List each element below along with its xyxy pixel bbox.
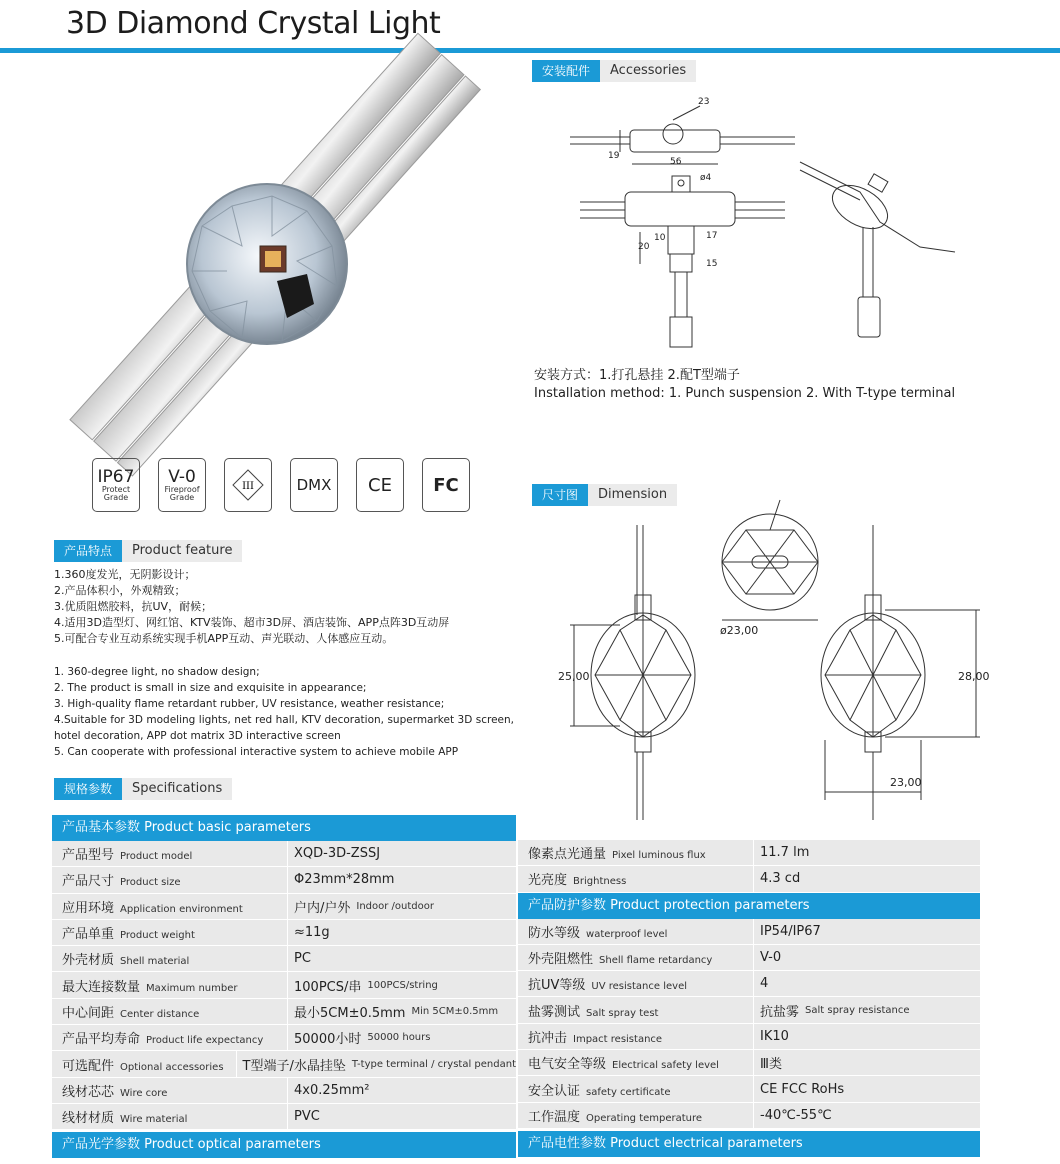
feature-cn-item: 5.可配合专业互动系统实现手机APP互动、声光联动、人体感应互动。: [54, 632, 394, 645]
param-value: [287, 1078, 516, 1103]
param-label: [518, 1001, 753, 1020]
feature-en-item: 1. 360-degree light, no shadow design;: [54, 666, 260, 678]
basic-param-row: [52, 841, 516, 867]
param-value: [287, 841, 516, 866]
dimension-section-header: 尺寸图 Dimension: [532, 484, 677, 506]
optical-param-row: [518, 840, 980, 866]
feature-en-item: 2. The product is small in size and exquisite in appearance;: [54, 682, 367, 694]
param-label: [52, 1028, 287, 1047]
features-en-list: [54, 664, 514, 760]
param-label-en: safety certificate: [586, 1086, 671, 1098]
param-label-en: Wire core: [120, 1087, 168, 1099]
param-value: [753, 866, 980, 891]
svg-text:25,00: 25,00: [558, 670, 590, 683]
param-label-cn: 防水等级: [528, 925, 581, 941]
features-cn-list: [54, 567, 514, 647]
param-label-en: Impact resistance: [573, 1033, 663, 1045]
v0-badge: V-0 Fireproof Grade: [158, 458, 206, 512]
svg-text:56: 56: [670, 157, 682, 167]
param-label-en: Product life expectancy: [146, 1035, 264, 1047]
param-label-cn: 外壳阻燃性: [528, 952, 594, 968]
param-label: [518, 1080, 753, 1099]
svg-text:23,00: 23,00: [890, 776, 922, 789]
protection-param-row: [518, 1103, 980, 1129]
param-value-main: 4: [760, 976, 769, 992]
param-value: [753, 1103, 980, 1128]
param-value-main: PVC: [294, 1109, 320, 1125]
param-label-en: Product weight: [120, 930, 195, 942]
param-label: [52, 844, 287, 863]
basic-param-row: [52, 1051, 516, 1077]
param-value: [287, 894, 516, 919]
basic-parameters-header: 产品基本参数 Product basic parameters: [52, 815, 516, 841]
param-label-en: Operating temperature: [586, 1112, 703, 1124]
param-value-main: V-0: [760, 950, 782, 966]
param-label-cn: 像素点光通量: [528, 847, 607, 863]
param-label: [52, 897, 287, 916]
ce-icon: CE: [356, 458, 404, 512]
param-value: [287, 1025, 516, 1050]
param-label-cn: 产品型号: [62, 848, 115, 864]
param-value-en: T-type terminal / crystal pendant: [351, 1058, 516, 1070]
basic-parameters-table: [52, 815, 516, 1158]
param-label: [52, 923, 287, 942]
param-label-cn: 工作温度: [528, 1109, 581, 1125]
protection-param-row: [518, 1076, 980, 1102]
param-label-cn: 应用环境: [62, 900, 115, 916]
param-label-cn: 线材材质: [62, 1111, 115, 1127]
param-label-en: Shell flame retardancy: [599, 955, 713, 967]
param-value-main: 抗盐雾: [760, 1004, 800, 1020]
param-label-en: Product model: [120, 851, 193, 863]
basic-param-row: [52, 894, 516, 920]
param-label-cn: 产品单重: [62, 927, 115, 943]
param-label: [518, 922, 753, 941]
title-rule: [0, 48, 1060, 53]
dimension-drawing: [540, 500, 1000, 832]
protection-param-row: [518, 1024, 980, 1050]
param-value-main: CE FCC RoHs: [760, 1081, 845, 1097]
param-label: [52, 1107, 287, 1126]
param-value-main: 户内/户外: [294, 900, 351, 916]
param-label: [52, 870, 287, 889]
param-label: [52, 1081, 287, 1100]
protection-parameters-header: 产品防护参数 Product protection parameters: [518, 893, 980, 919]
param-value-en: 50000 hours: [367, 1032, 431, 1044]
feature-section-header: 产品特点 Product feature: [54, 540, 242, 562]
protection-parameters-table: [518, 840, 980, 1157]
param-label-en: Brightness: [573, 876, 627, 888]
basic-param-row: [52, 972, 516, 998]
svg-text:23: 23: [698, 97, 710, 107]
basic-param-row: [52, 920, 516, 946]
basic-param-row: [52, 867, 516, 893]
param-label-cn: 安全认证: [528, 1083, 581, 1099]
param-label-cn: 电气安全等级: [528, 1057, 607, 1073]
param-label-en: UV resistance level: [591, 981, 687, 993]
optical-parameters-header: 产品光学参数 Product optical parameters: [52, 1132, 516, 1158]
param-value-main: T型端子/水晶挂坠: [242, 1058, 346, 1074]
param-value-main: 50000小时: [294, 1032, 362, 1048]
svg-text:15: 15: [706, 259, 718, 269]
svg-text:19: 19: [608, 151, 620, 161]
svg-text:ø4: ø4: [700, 173, 712, 183]
param-value-main: IP54/IP67: [760, 923, 821, 939]
feature-cn-item: 1.360度发光，无阴影设计；: [54, 568, 196, 581]
param-value: [287, 946, 516, 971]
param-label: [518, 843, 753, 862]
param-value-en: Min 5CM±0.5mm: [411, 1005, 499, 1017]
param-value: [753, 1024, 980, 1049]
param-value: [753, 919, 980, 944]
installation-note: [534, 367, 955, 403]
param-value-main: 最小5CM±0.5mm: [294, 1005, 406, 1021]
protection-param-row: [518, 997, 980, 1023]
param-value: [287, 1104, 516, 1129]
param-label-cn: 外壳材质: [62, 953, 115, 969]
param-label-en: Optional accessories: [120, 1061, 224, 1073]
param-label-cn: 抗UV等级: [528, 978, 586, 994]
accessories-diagram: [560, 92, 960, 357]
param-label: [518, 974, 753, 993]
protection-param-row: [518, 971, 980, 997]
param-value-main: 100PCS/串: [294, 979, 362, 995]
param-value: [287, 972, 516, 997]
svg-text:20: 20: [638, 242, 650, 252]
param-label: [52, 976, 287, 995]
svg-text:17: 17: [706, 231, 718, 241]
param-value: [287, 999, 516, 1024]
param-label-en: waterproof level: [586, 928, 668, 940]
param-label: [518, 1106, 753, 1125]
param-value-main: XQD-3D-ZSSJ: [294, 846, 381, 862]
param-value-main: -40℃-55℃: [760, 1107, 832, 1123]
installation-note-en: Installation method: 1. Punch suspension 2. With T-type terminal: [534, 386, 956, 401]
param-label: [52, 1002, 287, 1021]
param-value-main: Φ23mm*28mm: [294, 872, 395, 888]
feature-cn-item: 2.产品体积小，外观精致；: [54, 584, 186, 597]
feature-en-item: 5. Can cooperate with professional interactive system to achieve mobile APP: [54, 746, 459, 758]
param-label-cn: 中心间距: [62, 1005, 115, 1021]
fc-icon: FC: [422, 458, 470, 512]
param-label-en: Application environment: [120, 903, 243, 915]
param-label-cn: 可选配件: [62, 1058, 115, 1074]
electrical-parameters-header: 产品电性参数 Product electrical parameters: [518, 1131, 980, 1157]
param-value: [753, 971, 980, 996]
param-value-main: ≈11g: [294, 925, 330, 941]
svg-text:III: III: [242, 481, 254, 492]
param-value: [753, 997, 980, 1022]
param-label-cn: 产品平均寿命: [62, 1032, 141, 1048]
param-label-cn: 盐雾测试: [528, 1004, 581, 1020]
dmx-badge: DMX: [290, 458, 338, 512]
page-title: 3D Diamond Crystal Light: [66, 6, 441, 41]
param-label-cn: 线材芯芯: [62, 1084, 115, 1100]
basic-param-row: [52, 1078, 516, 1104]
param-label: [518, 948, 753, 967]
protection-param-row: [518, 1050, 980, 1076]
param-label-en: Salt spray test: [586, 1007, 659, 1019]
param-value-main: Ⅲ类: [760, 1057, 782, 1073]
feature-cn-item: 3.优质阻燃胶料，抗UV，耐候；: [54, 600, 213, 613]
protection-param-row: [518, 945, 980, 971]
param-value-main: IK10: [760, 1028, 789, 1044]
class-iii-icon: [224, 458, 272, 512]
param-label-cn: 光亮度: [528, 873, 568, 889]
svg-text:10: 10: [654, 233, 666, 243]
param-value-main: 4x0.25mm²: [294, 1082, 370, 1098]
param-value-en: Indoor /outdoor: [356, 900, 434, 912]
param-value: [287, 920, 516, 945]
basic-param-row: [52, 999, 516, 1025]
installation-note-cn: 安装方式：1.打孔悬挂 2.配T型端子: [534, 368, 740, 383]
svg-text:28,00: 28,00: [958, 670, 990, 683]
feature-cn-item: 4.适用3D造型灯、网红馆、KTV装饰、超市3D屏、酒店装饰、APP点阵3D互动屏: [54, 616, 450, 629]
basic-param-row: [52, 946, 516, 972]
param-label: [518, 1027, 753, 1046]
param-label-en: Product size: [120, 877, 181, 889]
param-value-main: PC: [294, 951, 311, 967]
param-label-cn: 抗冲击: [528, 1030, 568, 1046]
param-value-main: 4.3 cd: [760, 871, 801, 887]
param-label: [518, 1053, 753, 1072]
param-value-main: 11.7 lm: [760, 845, 810, 861]
param-label-en: Pixel luminous flux: [612, 850, 706, 862]
param-value-en: 100PCS/string: [367, 979, 438, 991]
optical-param-row: [518, 866, 980, 892]
param-label-en: Center distance: [120, 1008, 200, 1020]
param-value: [236, 1051, 516, 1076]
param-value: [753, 1050, 980, 1075]
param-value-en: Salt spray resistance: [805, 1004, 910, 1016]
param-label-en: Wire material: [120, 1114, 188, 1126]
param-label: [52, 1055, 236, 1074]
feature-en-item: 3. High-quality flame retardant rubber, UV resistance, weather resistance;: [54, 698, 445, 710]
basic-param-row: [52, 1104, 516, 1130]
param-value: [753, 840, 980, 865]
param-label-cn: 产品尺寸: [62, 874, 115, 890]
specifications-section-header: 规格参数 Specifications: [54, 778, 232, 800]
ip67-badge: IP67 Protect Grade: [92, 458, 140, 512]
svg-text:ø23,00: ø23,00: [720, 624, 759, 637]
basic-param-row: [52, 1025, 516, 1051]
feature-en-item: 4.Suitable for 3D modeling lights, net red hall, KTV decoration, supermarket 3D screen, hotel decoration, APP dot matrix 3D interactive screen: [54, 714, 514, 742]
param-label-cn: 最大连接数量: [62, 979, 141, 995]
param-label-en: Shell material: [120, 956, 190, 968]
param-label: [52, 949, 287, 968]
param-value: [287, 867, 516, 892]
protection-param-row: [518, 919, 980, 945]
param-label-en: Electrical safety level: [612, 1060, 719, 1072]
accessories-section-header: 安装配件 Accessories: [532, 60, 696, 82]
param-label: [518, 869, 753, 888]
param-value: [753, 945, 980, 970]
param-value: [753, 1076, 980, 1101]
product-photo: [82, 96, 472, 430]
certification-badges: [92, 458, 470, 512]
param-label-en: Maximum number: [146, 982, 238, 994]
